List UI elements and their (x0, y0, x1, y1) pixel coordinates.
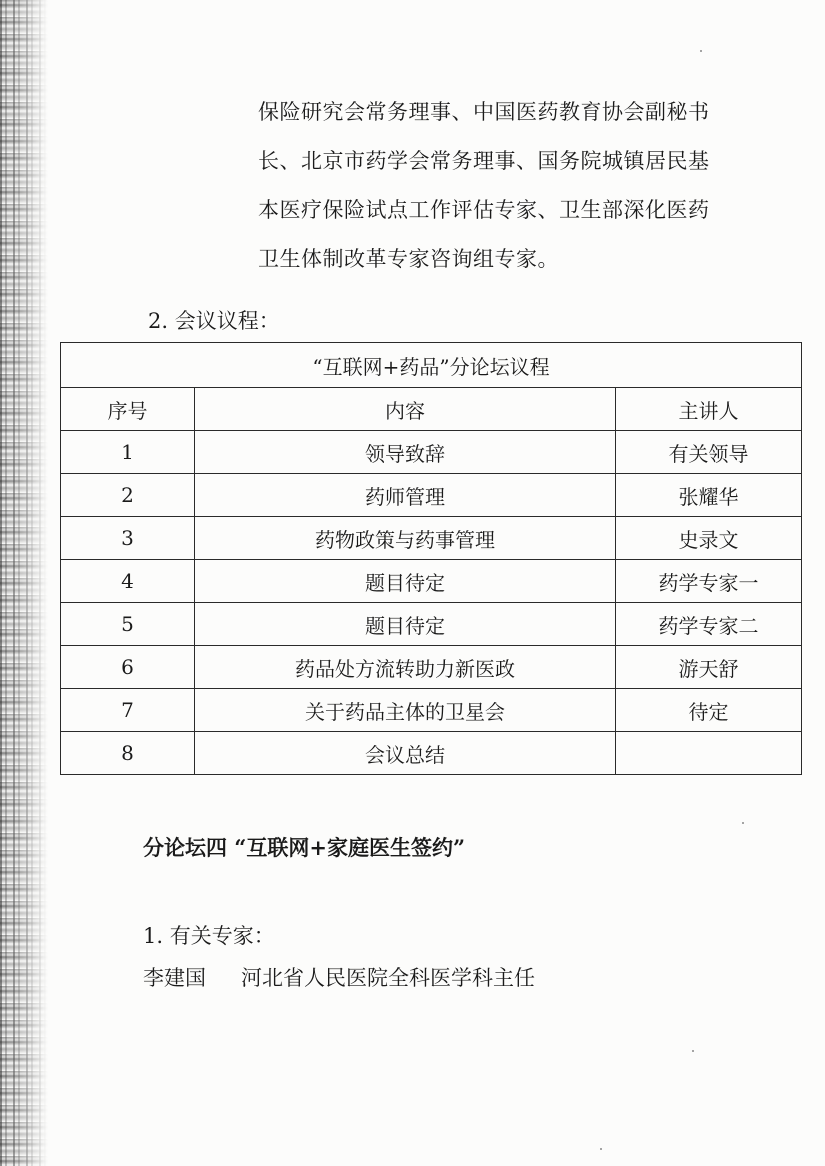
cell-speaker: 待定 (616, 689, 802, 732)
table-row (61, 431, 802, 474)
cell-no: 1 (61, 431, 195, 474)
cell-no: 8 (61, 732, 195, 775)
cell-speaker: 药学专家一 (616, 560, 802, 603)
header-speaker: 主讲人 (616, 388, 802, 431)
table-row (61, 689, 802, 732)
cell-no: 5 (61, 603, 195, 646)
cell-no: 4 (61, 560, 195, 603)
agenda-table (60, 342, 802, 775)
scan-edge-noise (0, 0, 48, 1166)
cell-speaker: 有关领导 (616, 431, 802, 474)
cell-content: 题目待定 (195, 560, 616, 603)
cell-speaker: 张耀华 (616, 474, 802, 517)
table-caption: “互联网+药品”分论坛议程 (61, 343, 802, 388)
cell-content: 关于药品主体的卫星会 (195, 689, 616, 732)
cell-no: 6 (61, 646, 195, 689)
scan-speck (700, 50, 702, 52)
header-content: 内容 (195, 388, 616, 431)
scan-speck (742, 822, 744, 824)
cell-speaker: 药学专家二 (616, 603, 802, 646)
intro-paragraph (258, 88, 758, 284)
cell-speaker: 史录文 (616, 517, 802, 560)
table-caption-row (61, 343, 802, 388)
cell-content: 药品处方流转助力新医政 (195, 646, 616, 689)
cell-no: 3 (61, 517, 195, 560)
table-row (61, 474, 802, 517)
paragraph-line: 长、北京市药学会常务理事、国务院城镇居民基 (258, 149, 710, 173)
table-row (61, 603, 802, 646)
paragraph-line: 卫生体制改革专家咨询组专家。 (258, 247, 559, 271)
cell-speaker (616, 732, 802, 775)
scan-speck (692, 1050, 694, 1052)
table-header-row (61, 388, 802, 431)
table-row (61, 732, 802, 775)
cell-content: 题目待定 (195, 603, 616, 646)
expert-name: 李建国 (143, 966, 206, 990)
header-no: 序号 (61, 388, 195, 431)
table-row (61, 517, 802, 560)
cell-content: 会议总结 (195, 732, 616, 775)
cell-content: 药物政策与药事管理 (195, 517, 616, 560)
paragraph-line: 本医疗保险试点工作评估专家、卫生部深化医药 (258, 198, 710, 222)
agenda-heading: 2. 会议议程： (148, 309, 280, 333)
expert-entry (143, 962, 535, 992)
table-row (61, 646, 802, 689)
forum-heading: 分论坛四 “互联网+家庭医生签约” (143, 835, 466, 860)
scan-speck (600, 1148, 602, 1150)
cell-content: 领导致辞 (195, 431, 616, 474)
paragraph-line: 保险研究会常务理事、中国医药教育协会副秘书 (258, 100, 710, 124)
cell-no: 7 (61, 689, 195, 732)
cell-speaker: 游天舒 (616, 646, 802, 689)
table-row (61, 560, 802, 603)
expert-title: 河北省人民医院全科医学科主任 (241, 966, 535, 990)
cell-no: 2 (61, 474, 195, 517)
experts-heading: 1. 有关专家： (143, 924, 275, 948)
cell-content: 药师管理 (195, 474, 616, 517)
